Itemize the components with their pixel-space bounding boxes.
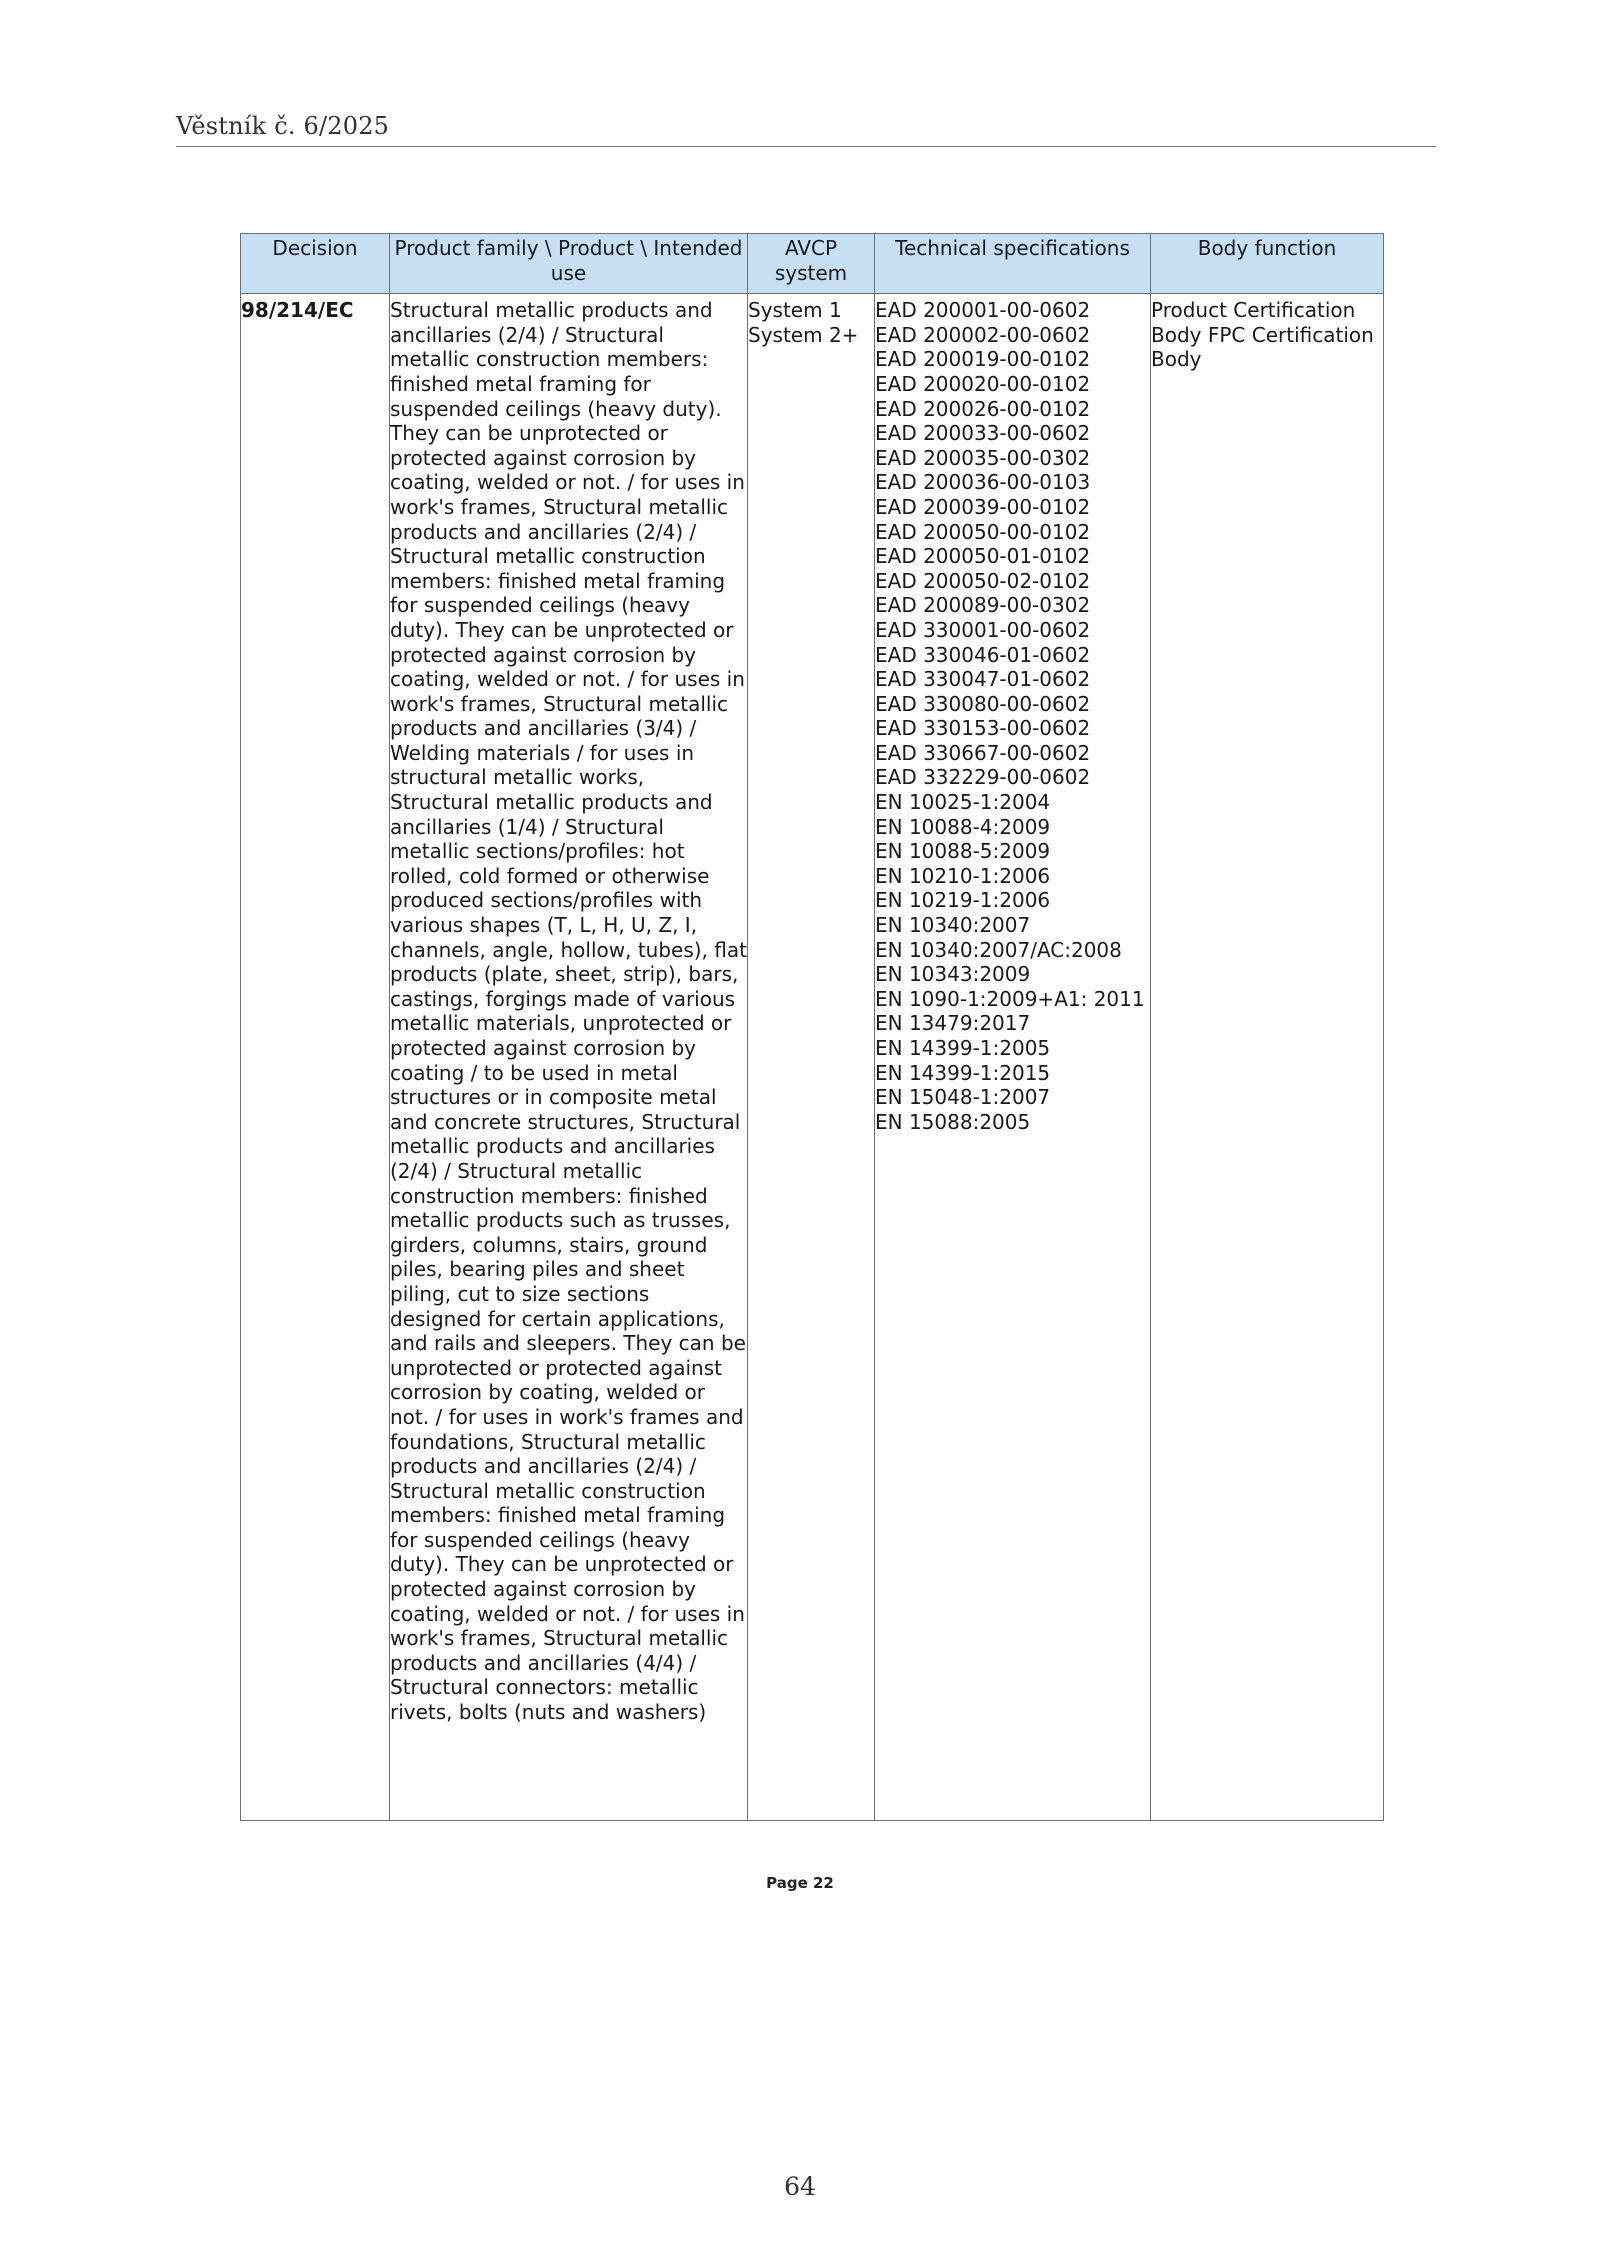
spec-item: EN 10340:2007/AC:2008 bbox=[875, 937, 1122, 962]
column-header-technical-specifications: Technical specifications bbox=[875, 234, 1151, 294]
decision-cell: 98/214/EC bbox=[241, 294, 390, 1821]
spec-item: EAD 330047-01-0602 bbox=[875, 667, 1091, 692]
spec-item: EAD 200036-00-0103 bbox=[875, 470, 1091, 495]
spec-item: EN 14399-1:2015 bbox=[875, 1060, 1051, 1085]
spec-item: EN 15048-1:2007 bbox=[875, 1085, 1051, 1110]
spec-item: EAD 200050-02-0102 bbox=[875, 568, 1091, 593]
spec-item: EAD 200035-00-0302 bbox=[875, 445, 1091, 470]
table-page-label: Page 22 bbox=[766, 1874, 834, 1892]
spec-item: EN 10219-1:2006 bbox=[875, 888, 1051, 913]
spec-item: EAD 200001-00-0602 bbox=[875, 298, 1091, 323]
running-header: Věstník č. 6/2025 bbox=[176, 112, 390, 140]
spec-item: EAD 200033-00-0602 bbox=[875, 421, 1091, 446]
column-header-product-family: Product family \ Product \ Intended use bbox=[390, 234, 748, 294]
spec-item: EAD 200039-00-0102 bbox=[875, 494, 1091, 519]
spec-item: EAD 200050-00-0102 bbox=[875, 519, 1091, 544]
column-header-body-function: Body function bbox=[1151, 234, 1384, 294]
avcp-system-cell bbox=[748, 294, 875, 1821]
product-family-cell: Structural metallic products and ancillaries (2/4) / Structural metallic construction members: finished metal framing for suspended ceilings (heavy duty). They can be unprotected or protected against corrosion by coating, welded or not. / for uses in work's frames, Structural metallic products and ancillaries (2/4) / Structural metallic construction members: finished metal framing for suspended ceilings (heavy duty). They can be unprotected or protected against corrosion by coating, welded or not. / for uses in work's frames, Structural metallic products and ancillaries (3/4) / Welding materials / for uses in structural metallic works, Structural metallic products and ancillaries (1/4) / Structural metallic sections/profiles: hot rolled, cold formed or otherwise produced sections/profiles with various shapes (T, L, H, U, Z, I, channels, angle, hollow, tubes), flat products (plate, sheet, strip), bars, castings, forgings made of various metallic materials, unprotected or protected against corrosion by coating / to be used in metal structures or in composite metal and concrete structures, Structural metallic products and ancillaries (2/4) / Structural metallic construction members: finished metallic products such as trusses, girders, columns, stairs, ground piles, bearing piles and sheet piling, cut to size sections designed for certain applications, and rails and sleepers. They can be unprotected or protected against corrosion by coating, welded or not. / for uses in work's frames and foundations, Structural metallic products and ancillaries (2/4) / Structural metallic construction members: finished metal framing for suspended ceilings (heavy duty). They can be unprotected or protected against corrosion by coating, welded or not. / for uses in work's frames, Structural metallic products and ancillaries (4/4) / Structural connectors: metallic rivets, bolts (nuts and washers) bbox=[390, 294, 748, 1821]
avcp-system-item: System 2+ bbox=[748, 322, 859, 347]
spec-item: EAD 330001-00-0602 bbox=[875, 617, 1091, 642]
spec-item: EN 14399-1:2005 bbox=[875, 1036, 1051, 1060]
body-function-cell: Product Certification Body FPC Certification Body bbox=[1151, 294, 1384, 1821]
spec-item: EN 10088-5:2009 bbox=[875, 839, 1051, 864]
column-header-avcp-system: AVCP system bbox=[748, 234, 875, 294]
spec-item: EAD 332229-00-0602 bbox=[875, 765, 1091, 790]
spec-item: EAD 200089-00-0302 bbox=[875, 593, 1091, 618]
column-header-decision: Decision bbox=[241, 234, 390, 294]
certification-table-container bbox=[240, 233, 1383, 1821]
spec-item: EN 10210-1:2006 bbox=[875, 863, 1051, 888]
spec-item: EAD 200019-00-0102 bbox=[875, 347, 1091, 372]
spec-item: EAD 200026-00-0102 bbox=[875, 396, 1091, 421]
spec-item: EAD 330080-00-0602 bbox=[875, 691, 1091, 716]
table-header-row bbox=[241, 234, 1384, 294]
spec-item: EAD 200020-00-0102 bbox=[875, 371, 1091, 396]
certification-table bbox=[240, 233, 1384, 1821]
spec-item: EN 1090-1:2009+A1: 2011 bbox=[875, 986, 1145, 1011]
header-rule bbox=[176, 146, 1436, 147]
spec-item: EN 10340:2007 bbox=[875, 913, 1031, 938]
spec-item: EN 15088:2005 bbox=[875, 1109, 1031, 1134]
spec-item: EAD 330153-00-0602 bbox=[875, 716, 1091, 741]
spec-item: EAD 200002-00-0602 bbox=[875, 322, 1091, 347]
technical-specifications-cell bbox=[875, 294, 1151, 1821]
table-row bbox=[241, 294, 1384, 1821]
spec-item: EAD 330046-01-0602 bbox=[875, 642, 1091, 667]
spec-item: EN 13479:2017 bbox=[875, 1011, 1031, 1036]
spec-item: EN 10025-1:2004 bbox=[875, 790, 1051, 815]
spec-item: EN 10343:2009 bbox=[875, 962, 1031, 987]
spec-item: EAD 330667-00-0602 bbox=[875, 740, 1091, 765]
page-number: 64 bbox=[784, 2172, 816, 2201]
spec-item: EN 10088-4:2009 bbox=[875, 814, 1051, 839]
spec-item: EAD 200050-01-0102 bbox=[875, 544, 1091, 569]
avcp-system-item: System 1 bbox=[748, 298, 842, 323]
